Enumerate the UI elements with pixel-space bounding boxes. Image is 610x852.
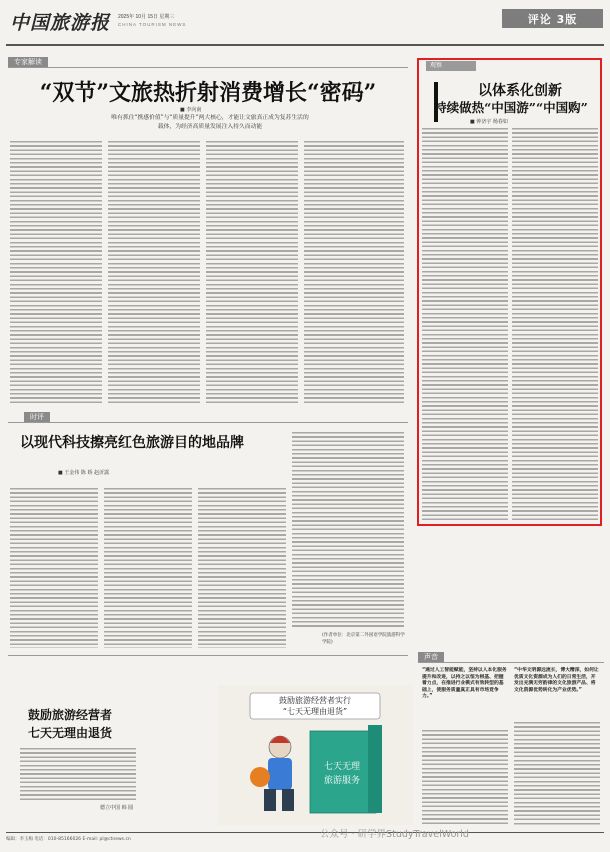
illustration-banner-1: 鼓励旅游经营者实行 xyxy=(279,696,351,705)
article2-text-col-1 xyxy=(10,488,98,648)
article2-headline: 以现代科技擦亮红色旅游目的地品牌 xyxy=(20,435,244,451)
voices-text-right xyxy=(514,722,600,826)
illustration-box-label-1: 七天无理 xyxy=(323,762,361,772)
article3-text-col-1 xyxy=(422,128,508,520)
article4-headline-2: 七天无理由退货 xyxy=(28,726,113,740)
illustration-box-label-2: 旅游服务 xyxy=(323,776,361,786)
article2-byline: ■ 王金伟 陈 娇 赵沂露 xyxy=(58,470,110,476)
article4-credit: 德立中国 韩 圆 xyxy=(100,805,134,811)
voices-quote-left: “通过人工智能赋能，坚持以人本化服务提升和改进，以持之以恒为根基、把握着力点，在推进行业模式有效转型的基础上，使服务质量真正具有市场竞争力。” xyxy=(422,668,507,700)
footer-info: 编辑：李玉梅 电话：010-85166026 E-mail: pl@ctnews.cn xyxy=(6,837,131,842)
article1-text-col-2 xyxy=(108,141,200,405)
article1-lead-2: 载体，为经济高质量发展注入持久而动能 xyxy=(157,124,263,130)
voices-text-left xyxy=(422,730,508,826)
article3-text-col-2 xyxy=(512,128,598,520)
dateline: 2025年 10月 15日 星期三 xyxy=(118,14,175,20)
article3-headline-1: 以体系化创新 xyxy=(478,83,562,99)
article1-lead-1: 唯有抓住“携感价值”与“质量提升”两大核心，才能让文旅真正成为复苏生活的 xyxy=(111,115,309,121)
newspaper-logo: 中国旅游报 xyxy=(10,12,111,34)
article1-byline: ■ 李向南 xyxy=(180,107,202,113)
article1-text-col-4 xyxy=(304,141,404,405)
section-tag-commentary: 时评 xyxy=(24,412,50,423)
cartoon-illustration xyxy=(218,685,413,825)
section-tag-voices: 声音 xyxy=(418,652,444,663)
article2-text-col-2 xyxy=(104,488,192,648)
section-rule xyxy=(8,67,408,68)
watermark: 公众号 · 研学界StudyTravelWorld xyxy=(320,829,469,840)
article4-text xyxy=(20,748,136,802)
article4-headline-1: 鼓励旅游经营者 xyxy=(28,708,113,722)
article2-text-col-4 xyxy=(292,432,404,628)
article2-text-col-3 xyxy=(198,488,286,648)
article3-headline-2: 持续做热“中国游”“中国购” xyxy=(434,100,588,115)
article1-text-col-1 xyxy=(10,141,102,405)
voices-rule xyxy=(418,662,604,663)
footer-rule xyxy=(6,832,604,833)
masthead xyxy=(0,0,610,44)
article2-signature: (作者单位：北京第二外国语学院旅游科学学院) xyxy=(322,633,405,645)
section-tag-expert: 专家解读 xyxy=(8,57,48,68)
voices-quote-right: “中华文明源远流长，博大精深，如何让优质文化资源成为人们的日常生活，开发出充满无穷韵律的文化旅游产品、将文化资源优势转化为产业优势。” xyxy=(514,668,599,693)
article1-headline: “双节”文旅热折射消费增长“密码” xyxy=(39,80,377,106)
masthead-rule xyxy=(6,44,604,46)
section-rule-2 xyxy=(8,422,408,423)
article3-byline: ■ 钟济宇 杨春如 xyxy=(470,119,508,125)
section-rule-3 xyxy=(8,655,408,656)
article1-text-col-3 xyxy=(206,141,298,405)
illustration-banner-2: “七天无理由退货” xyxy=(282,707,348,716)
section-tag-observation: 观察 xyxy=(426,61,476,71)
page-label: 评论 3版 xyxy=(502,9,603,28)
english-name: CHINA TOURISM NEWS xyxy=(118,22,187,27)
